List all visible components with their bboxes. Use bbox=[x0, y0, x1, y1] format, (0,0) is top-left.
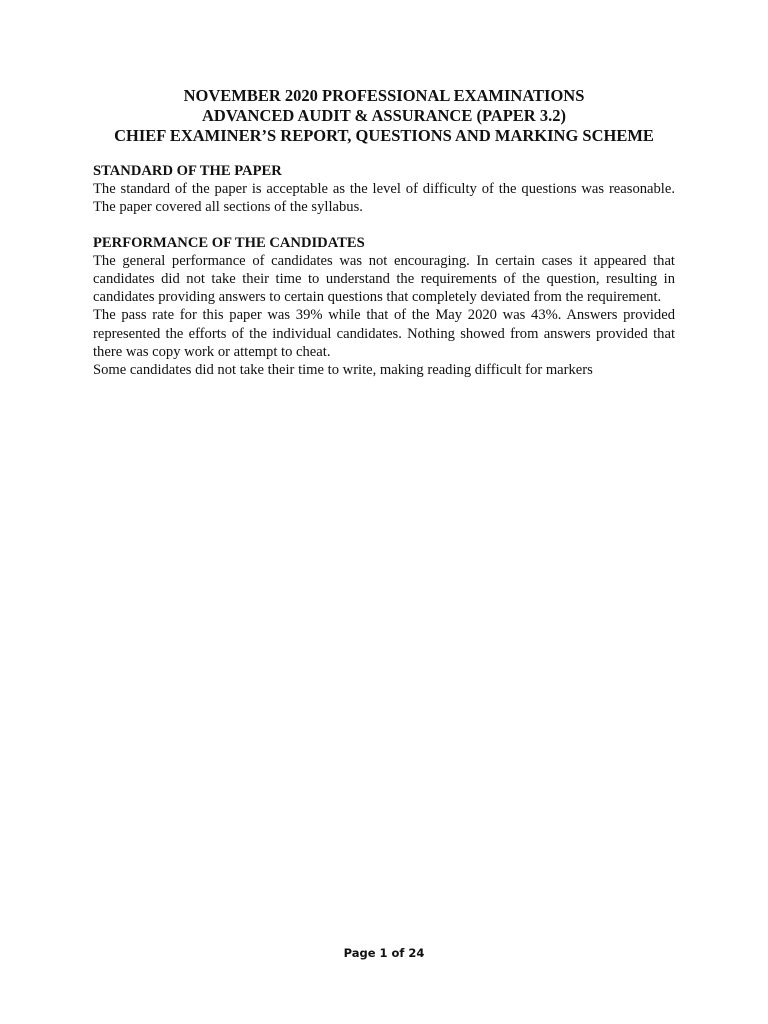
document-header bbox=[80, 86, 688, 146]
section-performance-of-candidates bbox=[93, 234, 675, 380]
section-heading: STANDARD OF THE PAPER bbox=[93, 163, 282, 179]
section-standard-of-paper bbox=[93, 162, 675, 217]
paragraph: The general performance of candidates was not encouraging. In certain cases it appeared that candidates did not take their time to understand the requirements of the question, resulting in candidates providing answers to certain questions that completely deviated from the requirement. bbox=[93, 252, 675, 306]
paragraph: Some candidates did not take their time to write, making reading difficult for markers bbox=[93, 362, 593, 379]
header-line-exam: NOVEMBER 2020 PROFESSIONAL EXAMINATIONS bbox=[183, 86, 585, 105]
document-body bbox=[93, 162, 675, 396]
paragraph: The pass rate for this paper was 39% while that of the May 2020 was 43%. Answers provided represented the efforts of the individual candidates. Nothing showed from answers provided that there was copy work or attempt to cheat. bbox=[93, 307, 675, 360]
section-heading: PERFORMANCE OF THE CANDIDATES bbox=[93, 234, 365, 251]
page-number: Page 1 of 24 bbox=[343, 946, 425, 960]
header-line-paper: ADVANCED AUDIT & ASSURANCE (PAPER 3.2) bbox=[202, 106, 566, 125]
paragraph: The standard of the paper is acceptable as the level of difficulty of the questions was reasonable. The paper covered all sections of the syllabus. bbox=[93, 181, 675, 216]
header-line-report: CHIEF EXAMINER’S REPORT, QUESTIONS AND MARKING SCHEME bbox=[114, 126, 654, 145]
